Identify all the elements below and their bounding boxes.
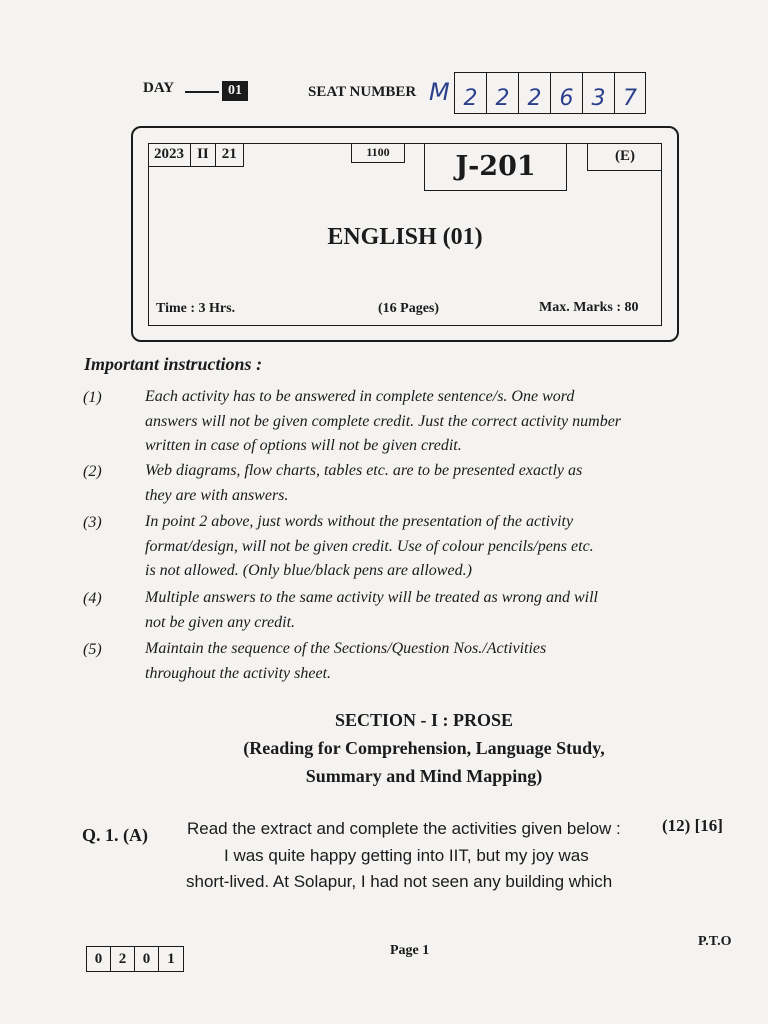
max-marks: Max. Marks : 80 [539,300,639,315]
instruction-item [145,637,677,686]
instruction-line: In point 2 above, just words without the presentation of the activity [145,513,574,530]
seat-digit: 7 [614,72,646,114]
instruction-line: written in case of options will not be given credit. [145,437,462,454]
instruction-line: not be given any credit. [145,613,296,631]
passage-line: I was quite happy getting into IIT, but my joy was [224,846,589,865]
footer-code-digit: 1 [167,951,175,967]
exam-duration: Time : 3 Hrs. [156,301,236,316]
subject-title: ENGLISH (01) [327,224,483,250]
section-subtitle: (Reading for Comprehension, Language Study, [243,738,605,758]
instruction-line: answers will not be given complete credit. Just the correct activity number [145,412,622,430]
instruction-line: they are with answers. [145,486,289,504]
footer-code-digit: 2 [111,947,135,971]
instruction-number: (4) [83,590,102,607]
exam-date-code [148,143,244,167]
instruction-line: Web diagrams, flow charts, tables etc. are to be presented exactly as [145,462,583,479]
seat-number-prefix: M [429,78,450,106]
instruction-item [145,510,677,584]
medium-code: (E) [587,143,662,171]
instruction-line: throughout the activity sheet. [145,664,332,682]
instruction-number: (2) [83,463,102,480]
instruction-item [145,586,677,635]
passage-line: short-lived. At Solapur, I had not seen any building which [186,872,613,891]
paper-code: J-201 [424,143,567,191]
day-dash [185,91,219,93]
day-value: 01 [222,81,248,101]
seat-number-boxes [454,72,646,114]
instruction-number: (3) [83,514,102,531]
seat-digit: 2 [454,72,486,114]
section-title: SECTION - I : PROSE [334,710,514,730]
instruction-number: (1) [83,389,102,406]
page-count: (16 Pages) [378,301,440,316]
seat-digit: 2 [486,72,518,114]
footer-paper-code [86,946,184,972]
exam-year: 2023 [148,143,191,167]
exam-date: 21 [216,143,244,167]
instruction-item [145,385,677,459]
section-subtitle: Summary and Mind Mapping) [305,766,543,786]
footer-code-digit: 0 [87,947,111,971]
instruction-line: is not allowed. (Only blue/black pens are allowed.) [145,562,472,579]
seat-digit: 2 [518,72,550,114]
please-turn-over: P.T.O [698,934,732,949]
question-text: Read the extract and complete the activities given below : [187,819,621,838]
instruction-number: (5) [83,641,102,658]
instructions-heading: Important instructions : [84,354,263,374]
question-label: Q. 1. (A) [82,825,148,845]
instruction-item [145,459,677,508]
page-number: Page 1 [390,943,430,958]
seat-digit: 6 [550,72,582,114]
instruction-line: Maintain the sequence of the Sections/Question Nos./Activities [145,640,547,657]
instruction-line: format/design, will not be given credit. Use of colour pencils/pens etc. [145,537,594,555]
day-label: DAY [143,80,175,96]
footer-code-digit: 0 [135,947,159,971]
instruction-line: Each activity has to be answered in complete sentence/s. One word [145,388,575,405]
seat-digit: 3 [582,72,614,114]
exam-time-code: 1100 [351,143,405,163]
exam-month: II [191,143,216,167]
seat-number-label: SEAT NUMBER [308,84,417,100]
question-marks: (12) [16] [662,816,723,835]
instruction-line: Multiple answers to the same activity will be treated as wrong and will [145,589,598,606]
